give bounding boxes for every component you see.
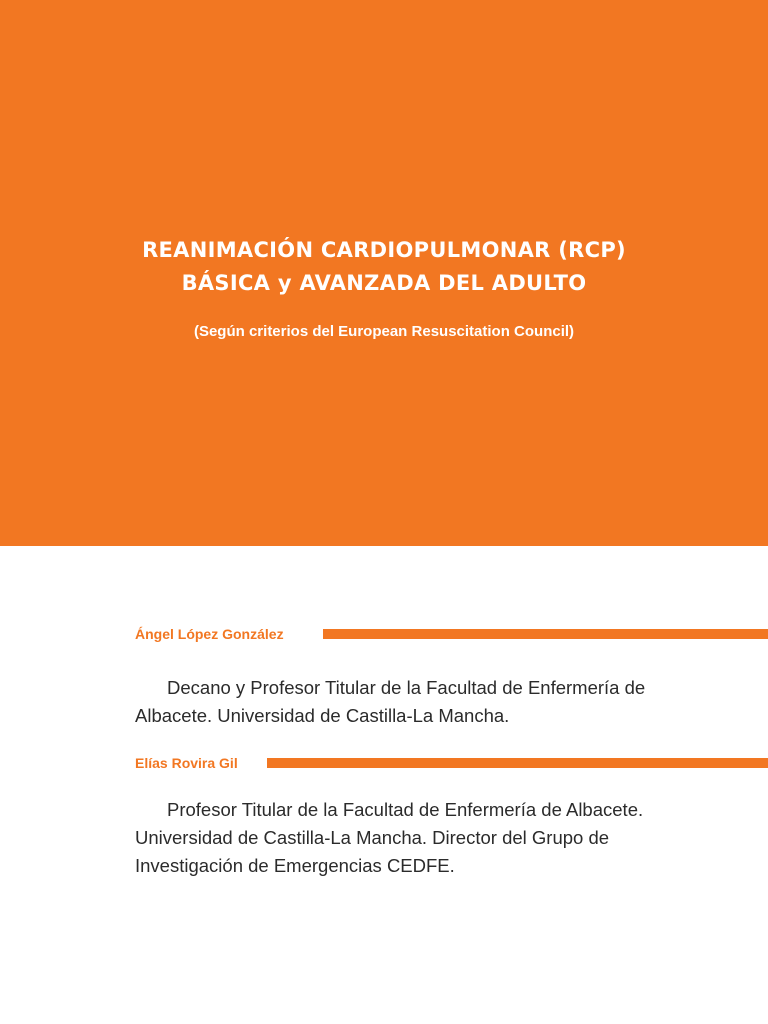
cover-title-line-1: REANIMACIÓN CARDIOPULMONAR (RCP) — [142, 238, 626, 262]
cover-title-line-2: BÁSICA y AVANZADA DEL ADULTO — [181, 271, 587, 295]
author-header-1 — [135, 623, 768, 645]
author-name-1: Ángel López González — [135, 626, 284, 642]
author-header-2 — [135, 752, 768, 774]
cover-subtitle: (Según criterios del European Resuscitation Council) — [193, 323, 575, 340]
author-name-2: Elías Rovira Gil — [135, 755, 238, 771]
author-divider-2 — [267, 758, 768, 768]
author-bio-1: Decano y Profesor Titular de la Facultad de Enfermería de Albacete. Universidad de Castilla-La Mancha. — [135, 677, 646, 726]
author-divider-1 — [323, 629, 768, 639]
author-bio-2: Profesor Titular de la Facultad de Enfermería de Albacete. Universidad de Castilla-La Mancha. Director del Grupo de Investigación de Emergencias CEDFE. — [135, 799, 644, 876]
cover-title — [0, 234, 768, 300]
